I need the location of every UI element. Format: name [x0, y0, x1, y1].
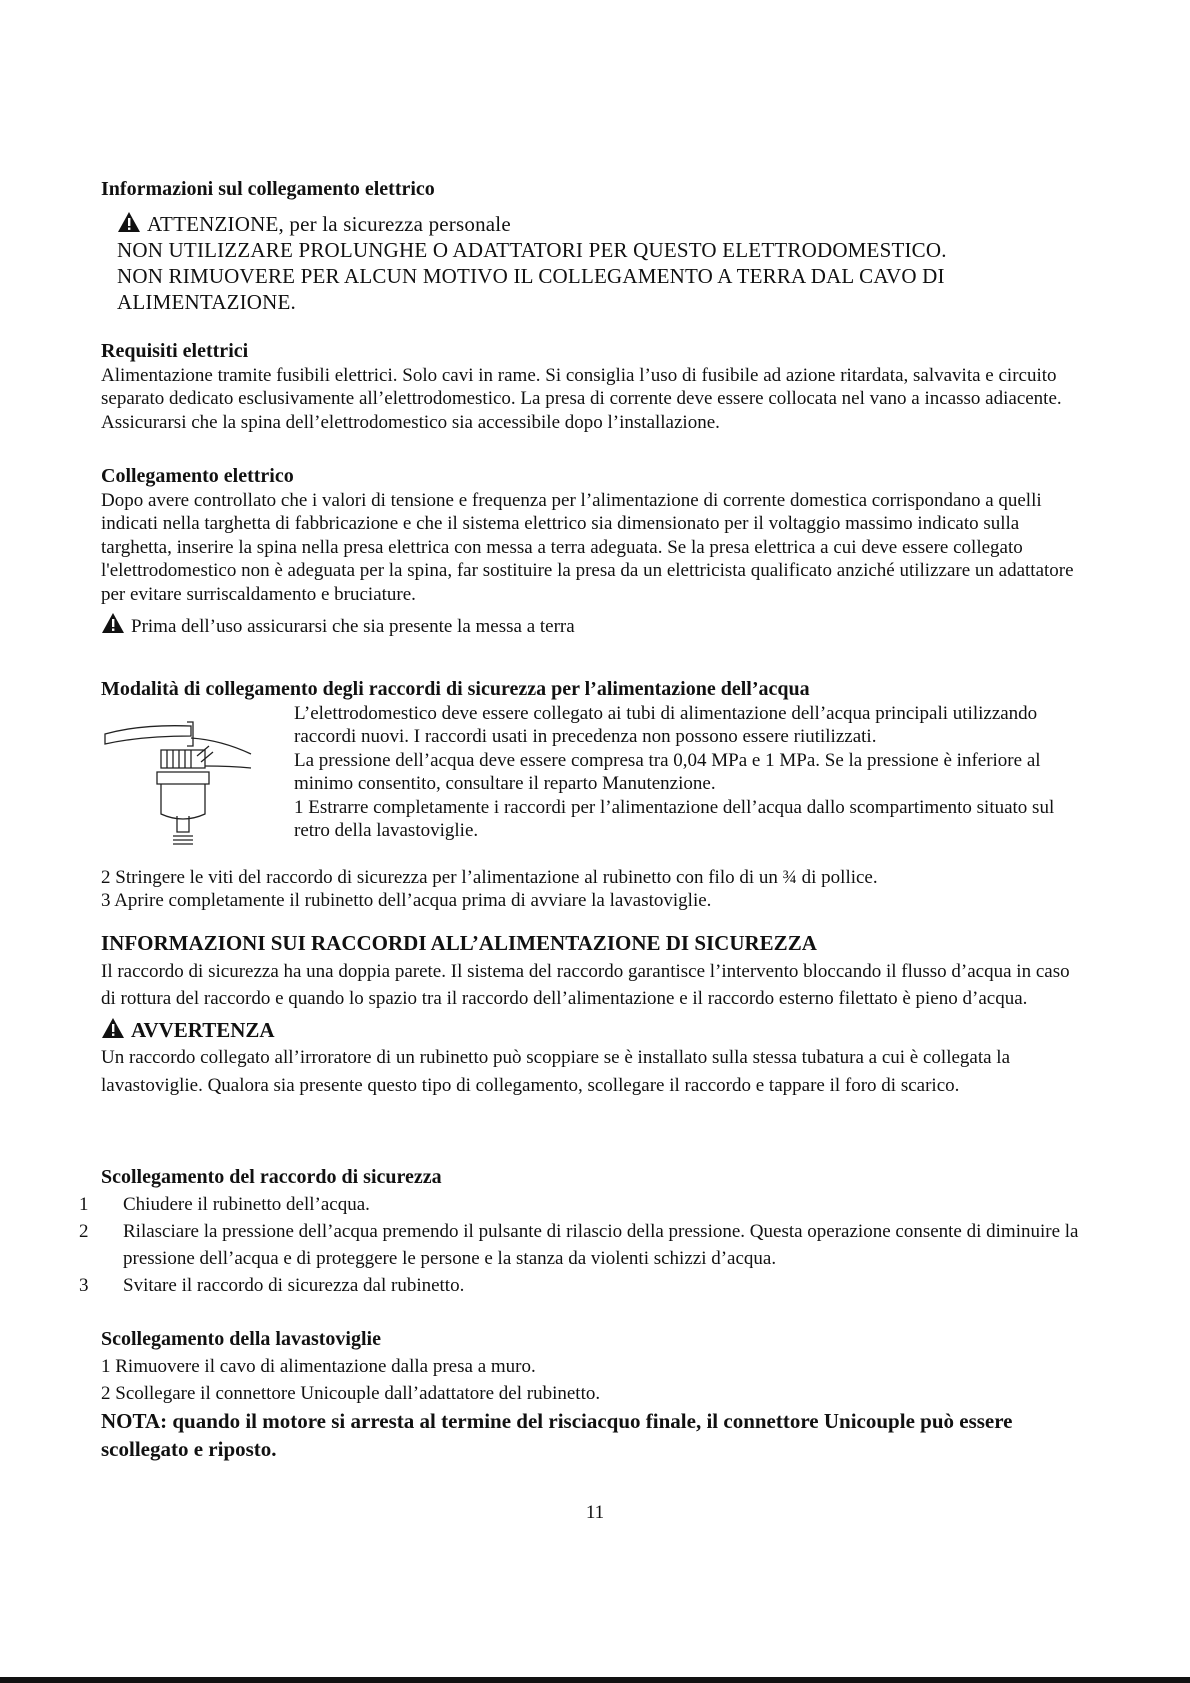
warning-icon [101, 612, 125, 634]
heading-water-connection: Modalità di collegamento degli raccordi di sicurezza per l’alimentazione dell’acqua [101, 678, 810, 700]
ground-note-text: Prima dell’uso assicurarsi che sia presente la messa a terra [131, 616, 575, 637]
warning-line-2: NON RIMUOVERE PER ALCUN MOTIVO IL COLLEGAMENTO A TERRA DAL CAVO DI [117, 263, 945, 288]
warning-title: AVVERTENZA [131, 1017, 275, 1042]
ground-note [101, 612, 1086, 639]
warning-line-1: NON UTILIZZARE PROLUNGHE O ADATTATORI PER QUESTO ELETTRODOMESTICO. [117, 237, 947, 262]
heading-electrical-info: Informazioni sul collegamento elettrico [101, 178, 435, 200]
step: 1 Rimuovere il cavo di alimentazione dalla presa a muro. [101, 1356, 536, 1377]
heading-electrical-requirements: Requisiti elettrici [101, 340, 249, 362]
step: 3 Aprire completamente il rubinetto dell’acqua prima di avviare la lavastoviglie. [101, 890, 712, 911]
paragraph: Assicurarsi che la spina dell’elettrodomestico sia accessibile dopo l’installazione. [101, 411, 720, 433]
warning-icon [101, 1017, 125, 1039]
section-electrical-connection [101, 465, 1086, 639]
paragraph: Dopo avere controllato che i valori di tensione e frequenza per l’alimentazione di corrente domestica corrispondano a quelli indicati nella targhetta di fabbricazione e che il sistema elettrico sia dimensionato per il voltaggio massimo indicato sulla targhetta, inserire la spina nella presa elettrica con messa a terra adeguata. Se la presa elettrica a cui deve essere collegato l'elettrodomestico non è adeguata per la spina, far sostituire la presa da un elettricista qualificato anziché utilizzare un adattatore per evitare surriscaldamento e bruciature. [101, 489, 1074, 605]
section-electrical-requirements [101, 340, 1086, 434]
warning-head-row [117, 211, 1086, 237]
heading-disconnect-dishwasher: Scollegamento della lavastoviglie [101, 1328, 381, 1350]
heading-electrical-connection: Collegamento elettrico [101, 465, 294, 487]
list-item: 2 Rilasciare la pressione dell’acqua premendo il pulsante di rilascio della pressione. Questa operazione consente di diminuire la pressione dell’acqua e di proteggere le persone e la stanza da violenti schizzi d’acqua. [79, 1221, 1079, 1269]
section-safety-info [101, 930, 1086, 1099]
paragraph: La pressione dell’acqua deve essere compresa tra 0,04 MPa e 1 MPa. Se la pressione è inferiore al minimo consentito, consultare il reparto Manutenzione. [294, 749, 1041, 794]
section-disconnect-safety-fitting [79, 1164, 1086, 1299]
heading-safety-info: INFORMAZIONI SUI RACCORDI ALL’ALIMENTAZIONE DI SICUREZZA [101, 931, 817, 955]
paragraph: L’elettrodomestico deve essere collegato ai tubi di alimentazione dell’acqua principali utilizzando raccordi nuovi. I raccordi usati in precedenza non possono essere riutilizzati. [294, 702, 1038, 747]
water-intro-row [101, 702, 1086, 866]
paragraph: Alimentazione tramite fusibili elettrici. Solo cavi in rame. Si consiglia l’uso di fusibile ad azione ritardata, salvavita e circuito separato dedicato esclusivamente all’elettrodomestico. La presa di corrente deve essere collocata nel vano a incasso adiacente. [101, 364, 1062, 409]
list-item: 3 Svitare il raccordo di sicurezza dal rubinetto. [79, 1275, 465, 1296]
steps-list [79, 1191, 1086, 1299]
warning-box [101, 211, 1086, 315]
heading-disconnect-safety-fitting: Scollegamento del raccordo di sicurezza [101, 1166, 442, 1188]
step: 2 Stringere le viti del raccordo di sicurezza per l’alimentazione al rubinetto con filo di un ¾ di pollice. [101, 866, 878, 888]
page-number: 11 [585, 1502, 605, 1523]
paragraph: 1 Estrarre completamente i raccordi per l’alimentazione dell’acqua dallo scompartimento situato sul retro della lavastoviglie. [294, 796, 1055, 841]
section-electrical-info [101, 178, 1086, 315]
step: 2 Scollegare il connettore Unicouple dall’adattatore del rubinetto. [101, 1383, 601, 1404]
warning-title-row [101, 1017, 1086, 1045]
warning-head: ATTENZIONE, per la sicurezza personale [147, 211, 511, 236]
warning-icon [117, 211, 141, 233]
list-item: 1 Chiudere il rubinetto dell’acqua. [79, 1194, 370, 1215]
paragraph: Un raccordo collegato all’irroratore di un rubinetto può scoppiare se è installato sulla stessa tubatura a cui è collegata la lavastoviglie. Qualora sia presente questo tipo di collegamento, scollegare il raccordo e tappare il foro di scarico. [101, 1047, 1011, 1096]
faucet-connector-illustration [101, 706, 261, 856]
bottom-border [0, 1677, 1190, 1683]
note: NOTA: quando il motore si arresta al termine del risciacquo finale, il connettore Unicouple può essere scollegato e riposto. [101, 1409, 1013, 1461]
section-disconnect-dishwasher [101, 1326, 1086, 1463]
warning-line-3: ALIMENTAZIONE. [117, 289, 296, 314]
water-intro-text [294, 702, 1086, 843]
section-water-connection [101, 678, 1086, 913]
paragraph: Il raccordo di sicurezza ha una doppia parete. Il sistema del raccordo garantisce l’intervento bloccando il flusso d’acqua in caso di rottura del raccordo e quando lo spazio tra il raccordo dell’alimentazione e il raccordo esterno filettato è pieno d’acqua. [101, 960, 1070, 1009]
